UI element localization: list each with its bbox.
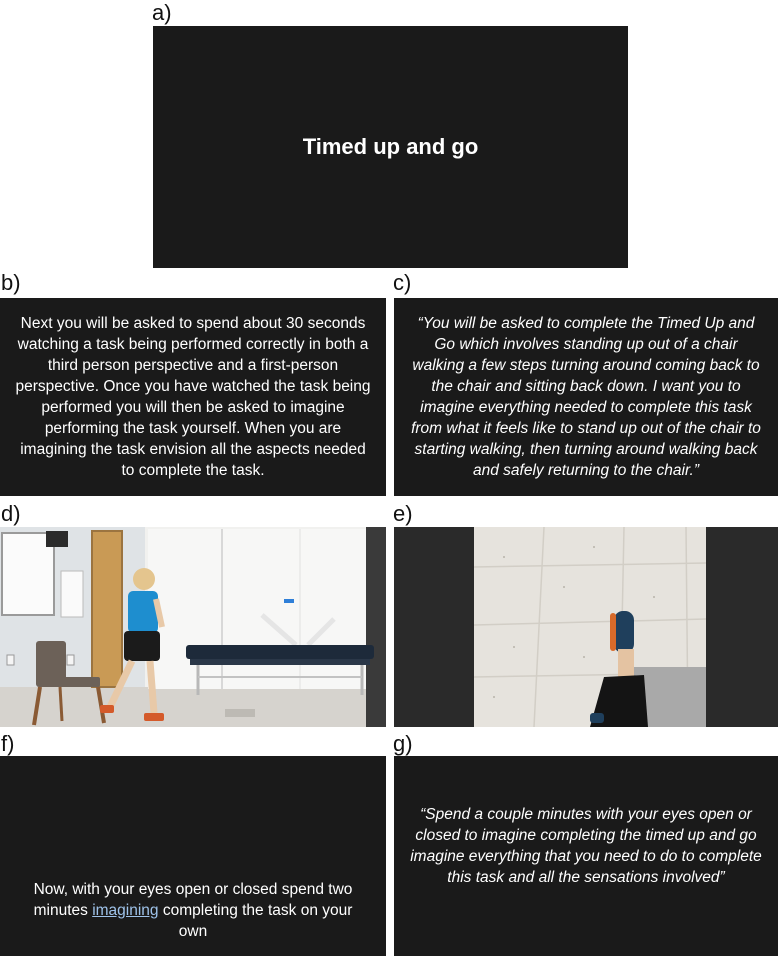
- panel-e-label: e): [393, 501, 413, 526]
- panel-f-text: [0, 879, 386, 942]
- first-person-scene-image: [394, 527, 778, 727]
- panel-g-label: g): [393, 731, 413, 756]
- panel-b-text: Next you will be asked to spend about 30 seconds watching a task being performed correctly in both a third person perspective and a first-person perspective. Once you have watched the task being performed you will then be asked to imagine performing the task yourself. When you are imagining the task envision all the aspects needed to complete the task.: [15, 315, 371, 479]
- panel-a-title: Timed up and go: [302, 134, 479, 159]
- panel-c-text: “You will be asked to complete the Timed Up and Go which involves standing up out of a chair walking a few steps turning around coming back to the chair and sitting back down. I want you to imagine everything needed to complete this task from what it feels like to stand up out of the chair to starting walking, then turning around walking back and safely returning to the chair.”: [411, 315, 761, 479]
- panel-d-third-person-video: [0, 527, 386, 727]
- panel-f-text-before: Now, with your eyes open or closed spend two minutes: [33, 881, 353, 919]
- panel-g-text: “Spend a couple minutes with your eyes open or closed to imagine completing the timed up and go imagine everything that you need to do to complete this task and all the sensations involved”: [410, 806, 762, 886]
- third-person-scene-image: [0, 527, 386, 727]
- panel-e-first-person-video: [394, 527, 778, 727]
- imagining-link[interactable]: imagining: [92, 902, 159, 919]
- panel-c-label: c): [393, 270, 412, 295]
- panel-f-text-after: completing the task on your own: [158, 902, 353, 940]
- panel-b-instructions-slide: [0, 298, 386, 496]
- panel-f-imagine-slide: [0, 756, 386, 956]
- panel-b-label: b): [1, 270, 21, 295]
- panel-g-script-slide: [394, 756, 778, 956]
- panel-a-title-slide: [153, 26, 628, 268]
- panel-c-script-slide: [394, 298, 778, 496]
- panel-f-label: f): [1, 731, 15, 756]
- panel-a-label: a): [152, 0, 172, 25]
- panel-d-label: d): [1, 501, 21, 526]
